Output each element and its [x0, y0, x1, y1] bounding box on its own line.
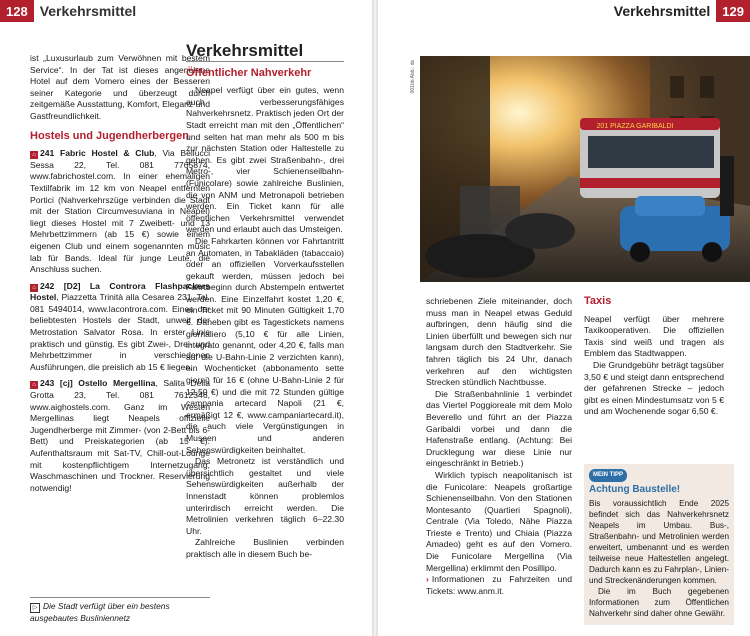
page-number-left: 128 [0, 0, 34, 22]
paragraph-metronetz: Das Metronetz ist verständlich und übersichtlich gestaltet und viele Sehenswürdigkeiten außerhalb der Innenstadt können problemlos unterirdisch erreicht werden. Die Metrolinien verkehren täglich 6–22.30 Uhr. [186, 456, 344, 536]
right-page-header [608, 0, 750, 22]
hostel-name: [D2] La Controra Flashpackers Hostel [30, 280, 211, 303]
mein-tipp-logo: MEIN TIPP [589, 469, 627, 482]
hostel-entry [30, 378, 210, 494]
hostel-details: , Salita Della Grotta 23, Tel. 081 7612346, www.aighostels.com. Ganz im Westen Mergellinas liegt Neapels offizielle Jugendherberge mit Zimmer- (von 2-Bett bis 6-Bett) und Preiskategorien (ab 15 €). Aufenthaltsraum mit Sat-TV, Chill-out-Lounge mit kostenpflichtigem Internetzugang, Waschmaschinen und Trockner. Reservierung notwendig! [30, 378, 210, 493]
street-photo-image [420, 56, 750, 282]
hostel-details: , Via Bellucci Sessa 22, Tel. 081 7765874, www.fabrichostel.com. In einer ehemaligen Textilfabrik im 12 km von Neapel entfernten Portici (Nahverkehrszüge verbinden die Stadt mit der Station Circumvesuviana in Neapel) liegt dieses Hostel mit 7 Zweibett- und 13 Mehrbettzimmern (ab 15 €) sowie einem eigenen Club und einem sogenannten music lab für Bands. Ideal für junge Leute, die Anschluss suchen. [30, 148, 210, 275]
header-title-right: Verkehrsmittel [613, 3, 711, 19]
photo-credit: 001bb Abb.: ds [410, 60, 416, 94]
bed-icon: ⌂ [30, 151, 38, 159]
left-column-2 [186, 41, 344, 561]
left-page [0, 0, 372, 636]
arrow-icon: › [426, 574, 429, 585]
divider [186, 61, 344, 62]
hostel-details: , Piazzetta Trinità alla Cesarea 231, Tel. 081 5494014, www.lacontrora.com. Eines der beliebtesten Hostels der Stadt, unweit der Metrostation Salvator Rosa. In erster Linie praktisch und günstig. Es gibt Zwei-, Drei- und Mehrbettzimmer in verschiedenen Ausführungen, die preislich ab 15 € liegen. [30, 292, 210, 372]
tip-paragraph-2: Die im Buch gegebenen Informationen zum Öffentlichen Nahverkehr sind daher ohne Gewähr. [589, 587, 729, 618]
caption-icon: ▷ [30, 603, 40, 613]
hostel-list [30, 148, 210, 494]
paragraph-strassenbahn: Die Straßenbahnlinie 1 verbindet das Viertel Poggioreale mit dem Molo Beverello und führt an der Piazza Garibaldi vorbei und dann die Hafenstraße entlang. (Achtung: Bei Drucklegung war diese Linie nur eingeschränkt in Betrieb.) [426, 388, 572, 469]
bed-icon: ⌂ [30, 381, 38, 389]
hostel-entry [30, 281, 210, 374]
paragraph-fahrkarten: Die Fahrkarten können vor Fahrtantritt an Automaten, in Tabakläden (tabaccaio) oder an offiziellen Vorverkaufsstellen gekauft werden, müssen jedoch bei Fahrtbeginn durch Abstempeln entwertet werden. Eine Einzelfahrt kostet 1,20 €, ein Ticket mit 90 Minuten Gültigkeit 1,70 €. Daneben gibt es Tagestickets namens giornaliero (5,10 € für alle Linien, integrato genannt, oder 4,20 €, falls man auf die U-Bahn-Linie 2 verzichten kann), ein Wochenticket (abbonamento sette giorni) für 16 € (ohne U-Bahn-Linie 2 für 12,50 €) und die mit 72 Stunden gültige campania artecard Napoli (21 €, ermäßigt 12 €, www.campaniartecard.it), die auch viele Vergünstigungen in Museen und anderen Sehenswürdigkeiten beinhaltet. [186, 235, 344, 455]
info-link-line: › Informationen zu Fahrzeiten und Tickets: www.anm.it. [426, 574, 572, 596]
left-column-1 [30, 53, 210, 499]
hostel-number: 241 [40, 148, 55, 159]
street-photo [420, 56, 750, 282]
paragraph-grundgebuehr: Die Grundgebühr beträgt tagsüber 3,50 € und steigt dann entsprechend der gefahrenen Strecke – jedoch gibt es einen Mindestumsatz von 5 € und am Wochenende sogar 6,50 €. [584, 359, 724, 417]
right-column-1 [426, 296, 572, 597]
page-number-right: 129 [716, 0, 750, 22]
paragraph-buslinien-cont: schriebenen Ziele miteinander, doch muss man in Neapel etwas Geduld aufbringen, denn häufig sind die Linien überfüllt und bewegen sich nur langsam durch den Stadtverkehr. Sie fahren täglich bis 24 Uhr, danach verkehren auf den wichtigsten Strecken stündlich Nachtbusse. [426, 296, 572, 388]
paragraph-buslinien: Zahlreiche Buslinien verbinden praktisch alle in diesem Buch be- [186, 537, 344, 559]
section-subtitle: Öffentlicher Nahverkehr [186, 66, 312, 79]
hostels-heading: Hostels und Jugendherbergen [30, 129, 189, 142]
hostel-number: 243 [40, 378, 55, 389]
tip-box [584, 464, 734, 625]
right-column-2 [584, 296, 724, 418]
tip-title: Achtung Baustelle! [589, 484, 681, 495]
hostel-name: [cj] Ostello Mergellina [59, 378, 156, 389]
section-title: Verkehrsmittel [186, 41, 304, 60]
paragraph-nahverkehr: Neapel verfügt über ein gutes, wenn auch verbesserungsfähiges Nahverkehrsnetz. Praktisch jeden Ort der Stadt erreicht man mit den „Öffentlichen“ und selten hat man mehr als 500 m bis zur nächsten Station oder Haltestelle zu gehen. Es gibt zwei Straßenbahn-, drei Metro-, vier Schienenseilbahn- (Funicolare) sowie zahlreiche Buslinien, die von ANM und Metronapoli betrieben werden. Ein Ticket kann für alle öffentlichen Verkehrsmittel verwendet werden und erlaubt auch das Umsteigen. [186, 85, 344, 235]
header-title-left: Verkehrsmittel [39, 3, 137, 19]
left-page-header [0, 0, 142, 22]
bus-destination-sign: 201 PIAZZA GARIBALDI [596, 123, 674, 130]
tip-paragraph-1: Bis voraussichtlich Ende 2025 befindet sich das Nahverkehrsnetz Neapels im Umbau. Bus-, Straßenbahn- und Metrolinien werden erweitert, umbenannt und es werden teilweise neue Haltestellen angelegt. Dadurch kann es zu Fahrplan-, Linien- und Streckenänderungen kommen. [589, 499, 729, 585]
bed-icon: ⌂ [30, 284, 38, 292]
hostel-name: Fabric Hostel & Club [60, 148, 155, 159]
hotel-intro-text: ist „Luxusurlaub zum Verwöhnen mit bestem Service“. In der Tat ist dieses angenehme Hotel auf dem Vomero eines der Besseren seiner Kategorie und überzeugt durch zeitgemäße Ausstattung, Komfort, Eleganz und Gastfreundlichkeit. [30, 53, 210, 121]
taxis-heading: Taxis [584, 295, 612, 307]
paragraph-funicolare: Wirklich typisch neapolitanisch ist die Funicolare: Neapels großartige Schienenseilbahn. Von den Stationen Montesanto (Quartieri Spagnoli), Centrale (Via Toledo, Nähe Piazza Trieste e Trento) und Chiaia (Piazza Amadeo) geht es auf den Vomero. Die Funicolare Mergellina (Via Mergellina) erklimmt den Posillipo. [426, 469, 572, 573]
hostel-number: 242 [40, 280, 55, 291]
photo-caption: ▷ Die Stadt verfügt über ein bestens ausgebautes Busliniennetz [30, 597, 210, 624]
paragraph-taxis: Neapel verfügt über mehrere Taxikooperativen. Die offiziellen Taxis sind weiß und tragen als Emblem das Stadtwappen. [584, 313, 724, 359]
hostel-entry [30, 148, 210, 276]
